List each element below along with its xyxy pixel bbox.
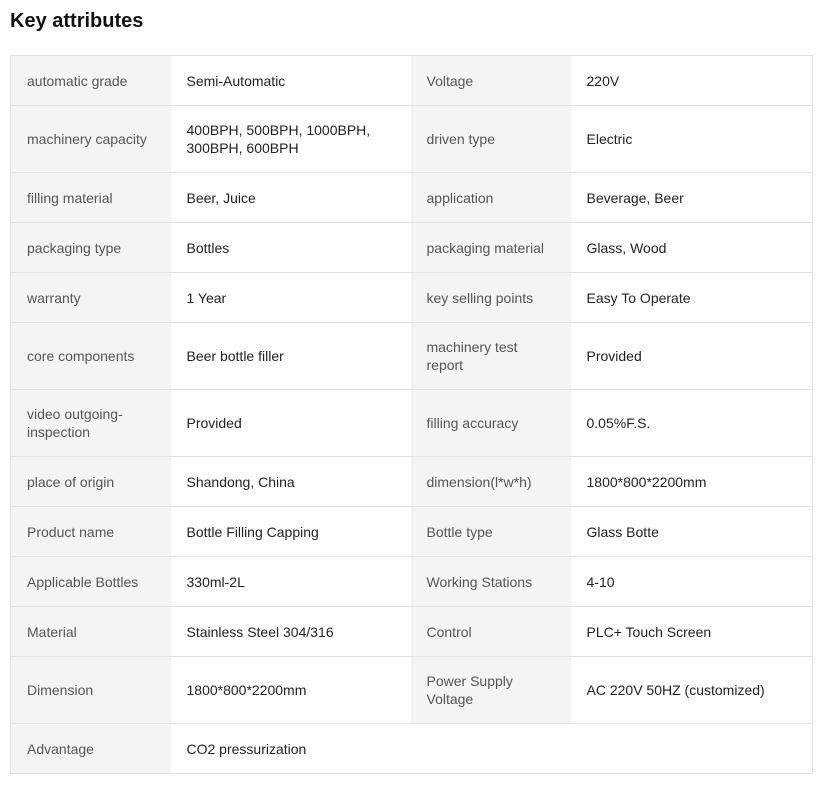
attribute-name: place of origin bbox=[11, 457, 171, 507]
empty-cell bbox=[571, 724, 813, 774]
attribute-value: Semi-Automatic bbox=[171, 56, 411, 106]
table-row bbox=[11, 223, 813, 273]
table-row bbox=[11, 173, 813, 223]
table-row bbox=[11, 457, 813, 507]
attribute-value: CO2 pressurization bbox=[171, 724, 411, 774]
key-attributes-table bbox=[10, 55, 813, 774]
attribute-name: packaging material bbox=[411, 223, 571, 273]
attribute-value: AC 220V 50HZ (customized) bbox=[571, 657, 813, 724]
attribute-value: Provided bbox=[571, 323, 813, 390]
attribute-name: filling material bbox=[11, 173, 171, 223]
table-row bbox=[11, 557, 813, 607]
attribute-value: 330ml-2L bbox=[171, 557, 411, 607]
table-row bbox=[11, 507, 813, 557]
attribute-name: Control bbox=[411, 607, 571, 657]
table-row bbox=[11, 657, 813, 724]
attribute-name: Power Supply Voltage bbox=[411, 657, 571, 724]
attribute-value: Shandong, China bbox=[171, 457, 411, 507]
attribute-name: Bottle type bbox=[411, 507, 571, 557]
section-title: Key attributes bbox=[10, 10, 144, 32]
attribute-value: Stainless Steel 304/316 bbox=[171, 607, 411, 657]
attribute-name: machinery capacity bbox=[11, 106, 171, 173]
attribute-name: packaging type bbox=[11, 223, 171, 273]
attribute-value: Bottles bbox=[171, 223, 411, 273]
table-row bbox=[11, 390, 813, 457]
table-row bbox=[11, 106, 813, 173]
table-row bbox=[11, 607, 813, 657]
attribute-name: Voltage bbox=[411, 56, 571, 106]
attribute-name: dimension(l*w*h) bbox=[411, 457, 571, 507]
attribute-name: application bbox=[411, 173, 571, 223]
attribute-name: Applicable Bottles bbox=[11, 557, 171, 607]
attribute-value: 1800*800*2200mm bbox=[171, 657, 411, 724]
attribute-value: Easy To Operate bbox=[571, 273, 813, 323]
attribute-name: key selling points bbox=[411, 273, 571, 323]
attribute-value: Bottle Filling Capping bbox=[171, 507, 411, 557]
attribute-name: core components bbox=[11, 323, 171, 390]
attribute-name: warranty bbox=[11, 273, 171, 323]
table-row bbox=[11, 323, 813, 390]
attribute-value: PLC+ Touch Screen bbox=[571, 607, 813, 657]
attribute-value: 400BPH, 500BPH, 1000BPH, 300BPH, 600BPH bbox=[171, 106, 411, 173]
attribute-value: 1 Year bbox=[171, 273, 411, 323]
table-row bbox=[11, 724, 813, 774]
attribute-value: Electric bbox=[571, 106, 813, 173]
attribute-value: Beer bottle filler bbox=[171, 323, 411, 390]
attribute-value: Beer, Juice bbox=[171, 173, 411, 223]
empty-cell bbox=[411, 724, 571, 774]
attribute-name: Working Stations bbox=[411, 557, 571, 607]
attribute-name: Dimension bbox=[11, 657, 171, 724]
attribute-name: driven type bbox=[411, 106, 571, 173]
attribute-value: 220V bbox=[571, 56, 813, 106]
attribute-name: automatic grade bbox=[11, 56, 171, 106]
attribute-name: Material bbox=[11, 607, 171, 657]
attribute-name: Product name bbox=[11, 507, 171, 557]
attribute-value: Beverage, Beer bbox=[571, 173, 813, 223]
attribute-name: filling accuracy bbox=[411, 390, 571, 457]
attribute-value: Provided bbox=[171, 390, 411, 457]
attribute-name: Advantage bbox=[11, 724, 171, 774]
attribute-value: 0.05%F.S. bbox=[571, 390, 813, 457]
table-row bbox=[11, 56, 813, 106]
attribute-value: 1800*800*2200mm bbox=[571, 457, 813, 507]
table-row bbox=[11, 273, 813, 323]
attribute-value: 4-10 bbox=[571, 557, 813, 607]
attribute-value: Glass Botte bbox=[571, 507, 813, 557]
attribute-value: Glass, Wood bbox=[571, 223, 813, 273]
attribute-name: machinery test report bbox=[411, 323, 571, 390]
attribute-name: video outgoing-inspection bbox=[11, 390, 171, 457]
